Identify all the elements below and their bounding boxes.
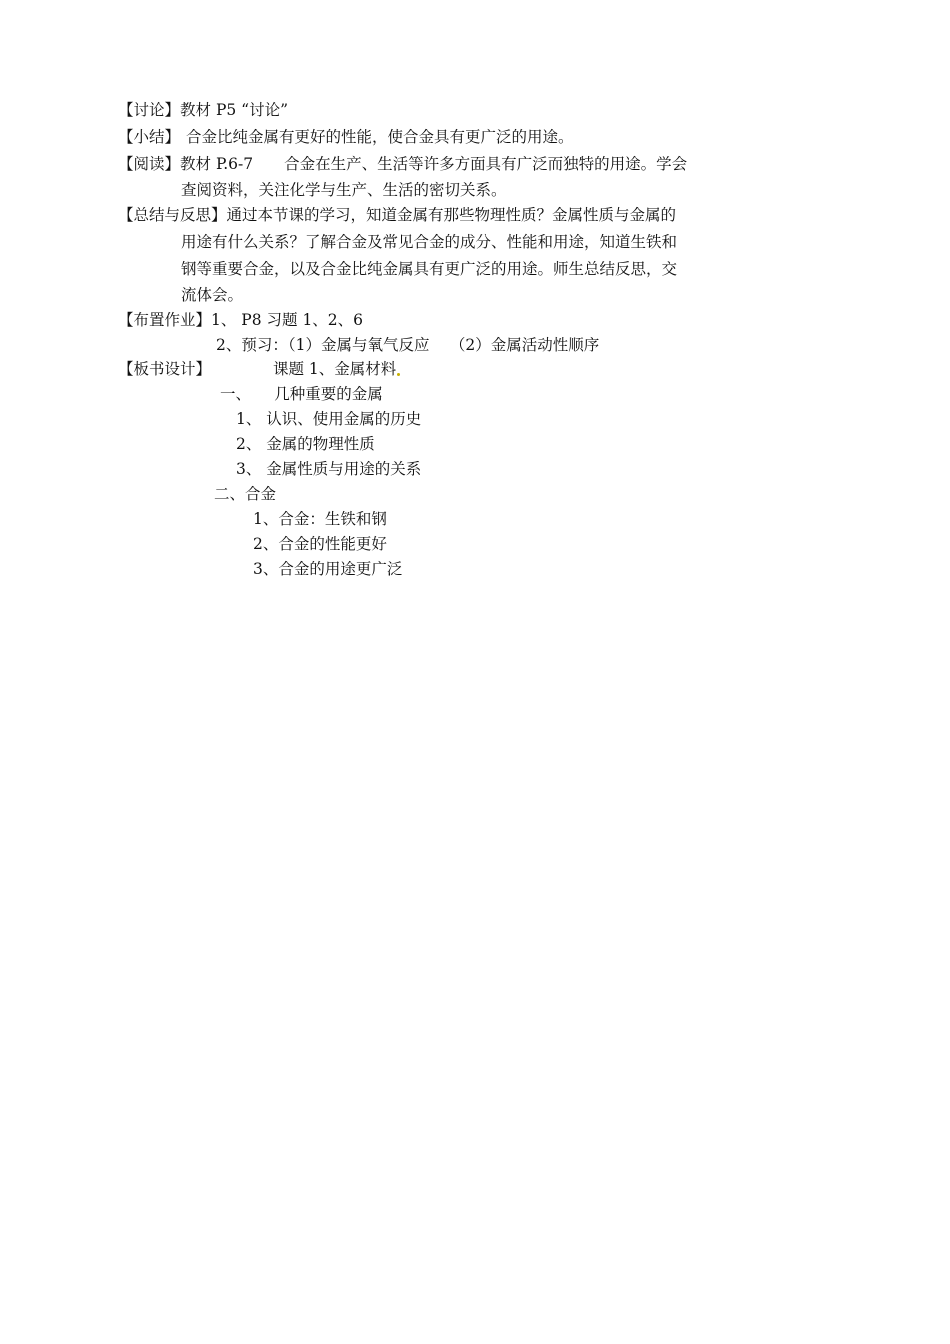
board-tag: 【板书设计】	[118, 360, 212, 378]
board-s1-item-1: 1、 认识、使用金属的历史	[236, 410, 422, 428]
reading-tag: 【阅读】	[118, 155, 181, 173]
homework-text-1: 1、 P8 习题 1、2、6	[211, 311, 364, 329]
board-s2-item-1: 1、合金：生铁和钢	[253, 510, 387, 528]
reflection-text-1: 通过本节课的学习，知道金属有那些物理性质？金属性质与金属的	[226, 206, 677, 224]
board-s2-item-3: 3、合金的用途更广泛	[253, 560, 403, 578]
homework-line-1	[118, 310, 363, 330]
board-s2-item-2: 2、合金的性能更好	[253, 535, 387, 553]
board-s1-item-3: 3、 金属性质与用途的关系	[236, 460, 422, 478]
board-section-2: 二、合金	[214, 485, 277, 503]
reflection-line-1	[118, 205, 676, 225]
cursor-dot	[397, 373, 400, 376]
board-section-1: 一、 几种重要的金属	[220, 385, 383, 403]
discussion-tag: 【讨论】	[118, 101, 181, 119]
board-title-line	[273, 359, 400, 379]
reflection-line-3: 钢等重要合金，以及合金比纯金属具有更广泛的用途。师生总结反思，交	[181, 260, 678, 278]
discussion-line	[118, 100, 288, 120]
summary-text: 合金比纯金属有更好的性能，使合金具有更广泛的用途。	[186, 128, 574, 146]
reading-line-2: 查阅资料，关注化学与生产、生活的密切关系。	[181, 181, 507, 199]
summary-line	[118, 127, 574, 147]
summary-tag: 【小结】	[118, 128, 181, 146]
reading-line-1	[118, 154, 687, 174]
reflection-line-2: 用途有什么关系？了解合金及常见合金的成分、性能和用途，知道生铁和	[181, 233, 678, 251]
board-title: 课题 1、金属材料	[273, 360, 397, 378]
board-s1-item-2: 2、 金属的物理性质	[236, 435, 375, 453]
reflection-line-4: 流体会。	[181, 286, 244, 304]
reflection-tag: 【总结与反思】	[118, 206, 227, 224]
discussion-text: 教材 P5 “讨论”	[180, 101, 289, 119]
reading-text-1: 教材 P.6-7 合金在生产、生活等许多方面具有广泛而独特的用途。学会	[180, 155, 688, 173]
homework-line-2: 2、预习：（1）金属与氧气反应 （2）金属活动性顺序	[216, 336, 600, 354]
homework-tag: 【布置作业】	[118, 311, 212, 329]
